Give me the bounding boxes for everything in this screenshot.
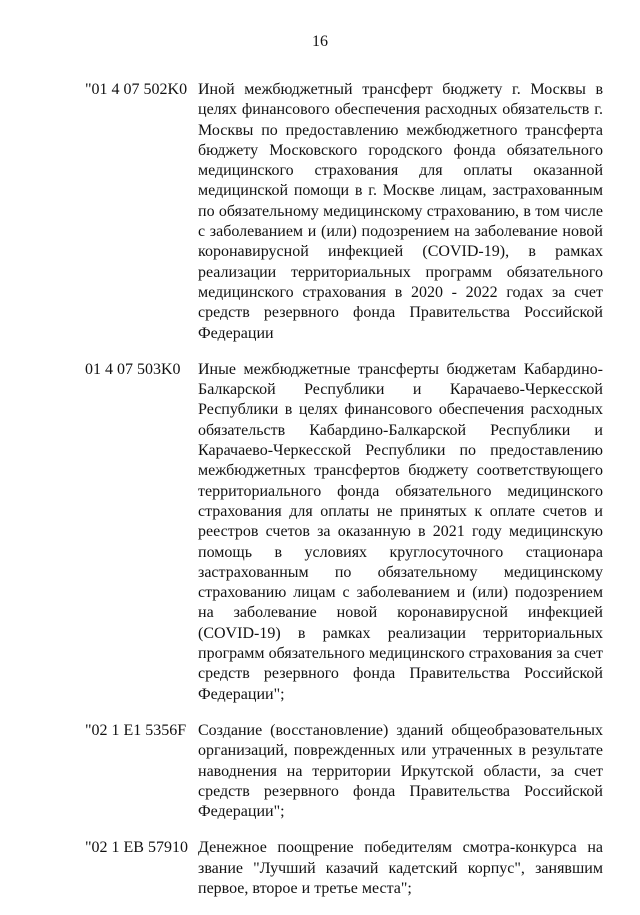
page-number: 16 bbox=[312, 33, 328, 50]
budget-description: Денежное поощрение победителям смотра-конкурса на звание "Лучший казачий кадетский корпус", занявшим первое, второе и третье места"; bbox=[198, 839, 603, 897]
budget-entry bbox=[0, 360, 640, 705]
budget-code: "02 1 EB 57910 bbox=[85, 839, 188, 857]
budget-entry bbox=[0, 80, 640, 344]
budget-code: "02 1 E1 5356F bbox=[85, 721, 187, 739]
budget-code: "01 4 07 502K0 bbox=[85, 81, 188, 98]
budget-code: 01 4 07 503K0 bbox=[85, 360, 181, 378]
budget-description: Иной межбюджетный трансферт бюджету г. Москвы в целях финансового обеспечения расходных обязательств г. Москвы по предоставлению межбюджетного трансферта бюджету Московского городского фонда обязательного медицинского страхования для оплаты оказанной медицинской помощи в г. Москве лицам, застрахованным по обязательному медицинскому страхованию, в том числе с заболеванием и (или) подозрением на заболевание новой коронавирусной инфекцией (COVID-19), в рамках реализации территориальных программ обязательного медицинского страхования в 2020 - 2022 годах за счет средств резервного фонда Правительства Российской Федерации bbox=[198, 81, 603, 342]
budget-code-list bbox=[0, 64, 640, 915]
budget-description: Иные межбюджетные трансферты бюджетам Кабардино-Балкарской Республики и Карачаево-Черкесской Республики в целях финансового обеспечения расходных обязательств Кабардино-Балкарской Республики и Карачаево-Черкесской Республики по предоставлению межбюджетных трансфертов бюджету соответствующего территориального фонда обязательного медицинского страхования для оплаты не принятых к оплате счетов и реестров счетов за оказанную в 2021 году медицинскую помощь в условиях круглосуточного стационара застрахованным по обязательному медицинскому страхованию лицам с заболеванием и (или) подозрением на заболевание новой коронавирусной инфекцией (COVID-19) в рамках реализации территориальных программ обязательного медицинского страхования за счет средств резервного фонда Правительства Российской Федерации"; bbox=[198, 360, 603, 703]
budget-description: Создание (восстановление) зданий общеобразовательных организаций, поврежденных или утраченных в результате наводнения на территории Иркутской области, за счет средств резервного фонда Правительства Российской Федерации"; bbox=[198, 721, 603, 821]
budget-entry bbox=[0, 838, 640, 899]
budget-entry bbox=[0, 721, 640, 822]
